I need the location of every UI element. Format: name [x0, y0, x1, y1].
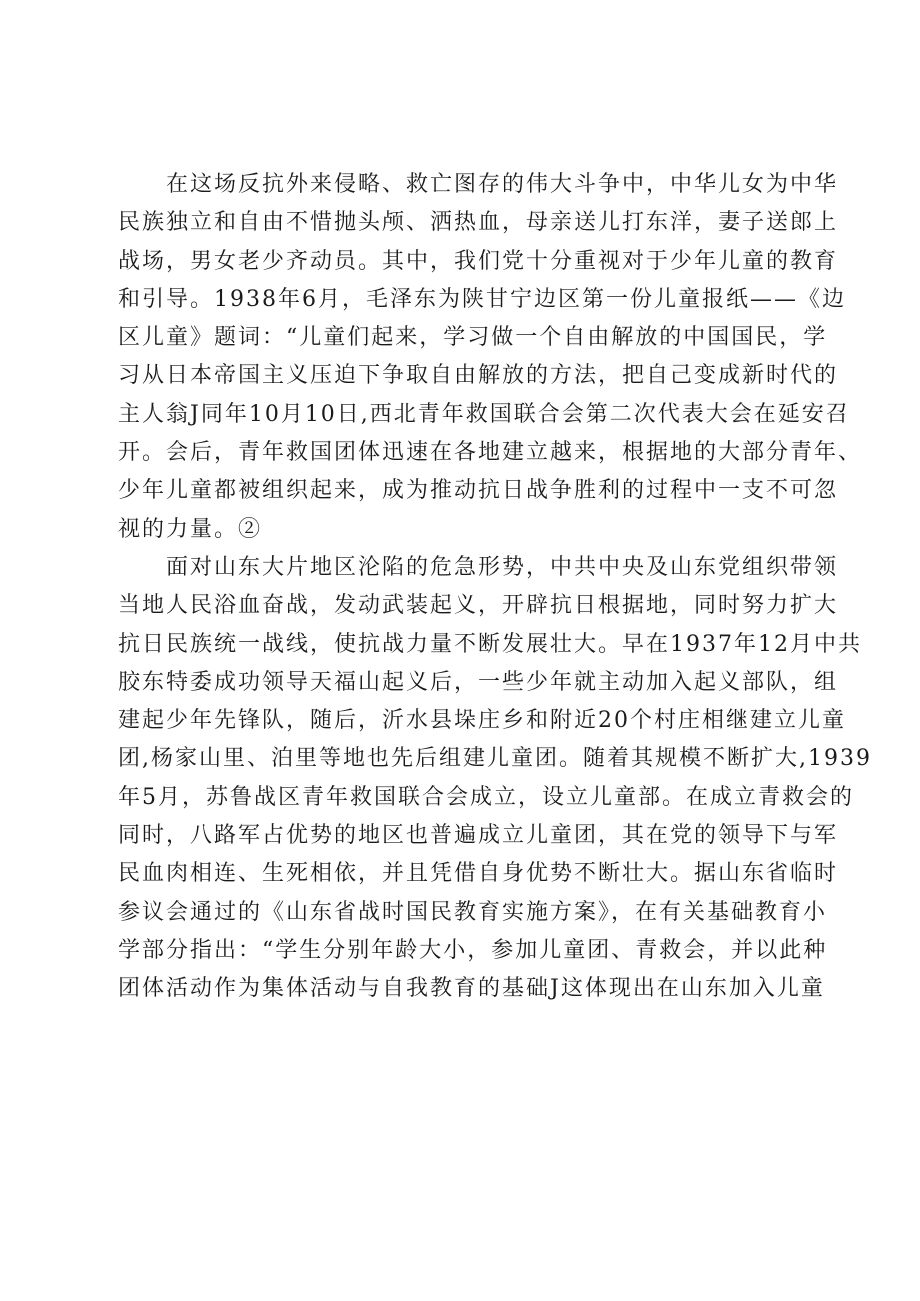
paragraph-line: 在这场反抗外来侵略、救亡图存的伟大斗争中，中华儿女为中华 — [166, 172, 839, 197]
paragraph-line: 民族独立和自由不惜抛头颅、洒热血，母亲送儿打东洋，妻子送郎上 — [118, 210, 839, 236]
paragraph-line: 面对山东大片地区沦陷的危急形势，中共中央及山东党组织带领 — [166, 554, 839, 580]
paragraph-2 — [118, 549, 872, 1009]
body-text — [118, 166, 872, 1009]
paragraph-line: 战场，男女老少齐动员。其中，我们党十分重视对于少年儿童的教育 — [118, 248, 839, 274]
paragraph-line: 学部分指出：“学生分别年龄大小，参加儿童团、青救会，并以此种 — [118, 937, 828, 963]
paragraph-1 — [118, 166, 863, 549]
paragraph-line: 当地人民浴血奋战，发动武装起义，开辟抗日根据地，同时努力扩大 — [118, 593, 839, 619]
paragraph-line: 开。会后，青年救国团体迅速在各地建立越来，根据地的大部分青年、 — [118, 440, 863, 466]
paragraph-line: 民血肉相连、生死相依，并且凭借自身优势不断壮大。据山东省临时 — [118, 861, 839, 887]
paragraph-line: 区儿童》题词：“儿童们起来，学习做一个自由解放的中国国民，学 — [118, 325, 828, 351]
paragraph-line: 抗日民族统一战线，使抗战力量不断发展壮大。早在1937年12月中共 — [118, 631, 862, 657]
paragraph-line: 同时，八路军占优势的地区也普遍成立儿童团，其在党的领导下与军 — [118, 823, 839, 849]
paragraph-line: 和引导。1938年6月，毛泽东为陕甘宁边区第一份儿童报纸——《边 — [118, 286, 846, 312]
paragraph-line: 建起少年先锋队，随后，沂水县垛庄乡和附近20个村庄相继建立儿童 — [118, 708, 846, 734]
paragraph-line: 视的力量。② — [118, 516, 263, 542]
paragraph-line: 胶东特委成功领导天福山起义后，一些少年就主动加入起义部队，组 — [118, 669, 839, 695]
paragraph-line: 习从日本帝国主义压迫下争取自由解放的方法，把自己变成新时代的 — [118, 363, 839, 389]
paragraph-line: 参议会通过的《山东省战时国民教育实施方案》，在有关基础教育小 — [118, 899, 828, 925]
paragraph-line: 团体活动作为集体活动与自我教育的基础J这体现出在山东加入儿童 — [118, 976, 825, 1002]
paragraph-line: 少年儿童都被组织起来，成为推动抗日战争胜利的过程中一支不可忽 — [118, 478, 839, 504]
paragraph-line: 年5月，苏鲁战区青年救国联合会成立，设立儿童部。在成立青救会的 — [118, 784, 854, 810]
paragraph-line: 团,杨家山里、泊里等地也先后组建儿童团。随着其规模不断扩大,1939 — [118, 746, 872, 772]
paragraph-line: 主人翁J同年10月10日,西北青年救国联合会第二次代表大会在延安召 — [118, 401, 850, 427]
